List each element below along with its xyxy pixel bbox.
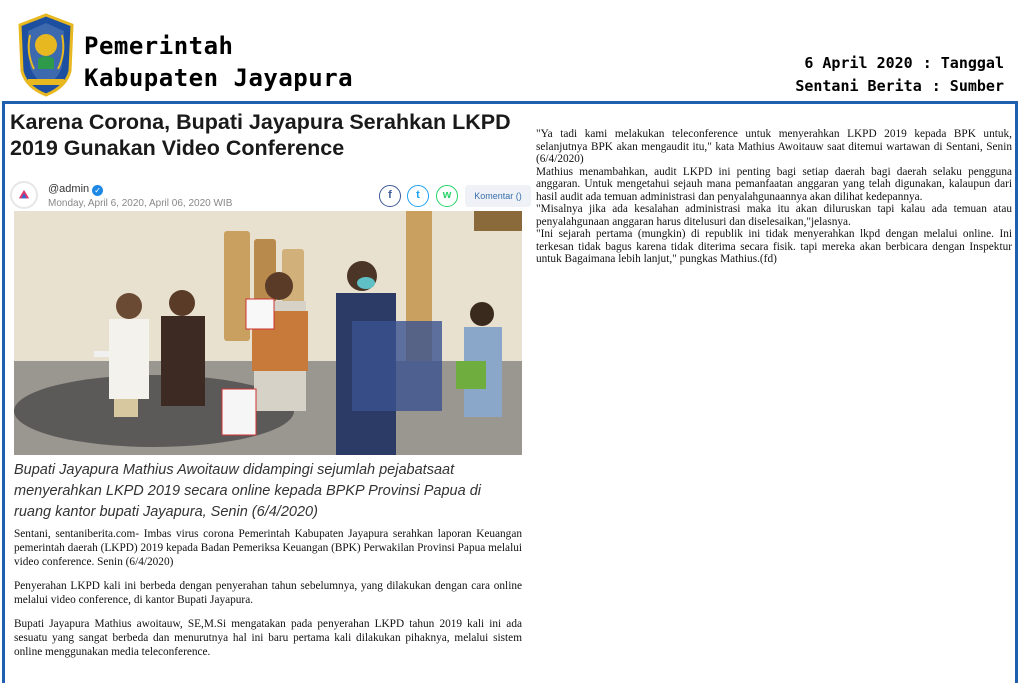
government-title bbox=[84, 30, 353, 94]
meta-source-row bbox=[795, 75, 1004, 98]
continuation-paragraph: "Ini sejarah pertama (mungkin) di republik ini tidak menyerahkan lkpd dengan melalui online. Ini terkesan tidak bagus karena tidak diterima secara fisik. tapi mereka akan berbicara dengan Inspektur untuk Bagaimana lebih lanjut," pungkas Mathius.(fd) bbox=[536, 228, 1012, 265]
facebook-share-icon[interactable]: f bbox=[379, 185, 401, 207]
meta-date-value: 6 April 2020 bbox=[804, 54, 913, 72]
clipping-frame bbox=[2, 101, 1018, 683]
body-paragraph: Penyerahan LKPD kali ini berbeda dengan penyerahan tahun sebelumnya, yang dilakukan dengan cara online melalui video conference, di kantor Bupati Jayapura. bbox=[14, 580, 522, 606]
comment-button[interactable]: Komentar () bbox=[465, 185, 531, 207]
photo-caption: Bupati Jayapura Mathius Awoitauw didampingi sejumlah pejabatsaat menyerahkan LKPD 2019 secara online kepada BPKP Provinsi Papua di ruang kantor bupati Jayapura, Senin (6/4/2020) bbox=[14, 462, 481, 520]
meta-date-row bbox=[795, 52, 1004, 75]
author-bar bbox=[10, 177, 528, 211]
body-paragraph: Bupati Jayapura Mathius awoitauw, SE,M.Si mengatakan pada penyerahan LKPD tahun 2019 kali ini ada sesuatu yang sangat berbeda dan menurutnya hal ini baru pertama kali dilakukan pihaknya, melalui sistem online menggunakan media teleconference. bbox=[14, 618, 522, 658]
whatsapp-share-icon[interactable]: w bbox=[436, 185, 458, 207]
regency-emblem-icon bbox=[16, 13, 76, 98]
org-name-line1: Pemerintah bbox=[84, 32, 234, 60]
publish-date: Monday, April 6, 2020, April 06, 2020 WIB bbox=[48, 198, 233, 209]
meta-source-label: : Sumber bbox=[931, 77, 1004, 95]
article-headline: Karena Corona, Bupati Jayapura Serahkan LKPD 2019 Gunakan Video Conference bbox=[10, 110, 511, 160]
meta-source-value: Sentani Berita bbox=[795, 77, 922, 95]
verified-icon: ✓ bbox=[92, 185, 103, 196]
clipping-meta bbox=[795, 52, 1004, 98]
author-avatar[interactable] bbox=[10, 181, 38, 209]
org-name-line2: Kabupaten Jayapura bbox=[84, 64, 354, 92]
author-name[interactable]: @admin ✓ bbox=[48, 183, 103, 196]
article-continuation-column bbox=[536, 128, 1012, 266]
meta-date-label: : Tanggal bbox=[922, 54, 1004, 72]
body-paragraph: Sentani, sentaniberita.com- Imbas virus corona Pemerintah Kabupaten Jayapura serahkan laporan Keuangan pemerintah daerah (LKPD) 2019 kepada Badan Pemeriksa Keuangan (BPK) Perwakilan Provinsi Papua melalui video conference. Senin (6/4/2020) bbox=[14, 528, 522, 568]
continuation-paragraph: Mathius menambahkan, audit LKPD ini penting bagi setiap daerah bagi daerah selaku pengguna anggaran. Untuk mengetahui sejauh mana pemanfaatan anggaran yang telah digunakan, kalaupun dari hasil audit ada temuan administrasi dan penyalahgunaannya akan dilihat kedepannya. bbox=[536, 165, 1012, 203]
article-photo bbox=[14, 211, 522, 455]
continuation-paragraph: "Ya tadi kami melakukan teleconference untuk menyerahkan LKPD 2019 kepada BPK untuk, selanjutnya BPK akan mengaudit itu," kata Mathius Awoitauw saat ditemui wartawan di Sentani, Senin (6/4/2020) bbox=[536, 128, 1012, 165]
twitter-share-icon[interactable]: t bbox=[407, 185, 429, 207]
page-header bbox=[0, 0, 1024, 101]
continuation-paragraph: "Misalnya jika ada kesalahan administrasi maka itu akan diluruskan tapi kalau ada temuan atau penyalahgunaan anggaran harus ditelusuri dan diselesaikan,"jelasnya. bbox=[536, 203, 1012, 228]
article-main-column bbox=[10, 109, 528, 209]
article-body bbox=[14, 527, 522, 669]
